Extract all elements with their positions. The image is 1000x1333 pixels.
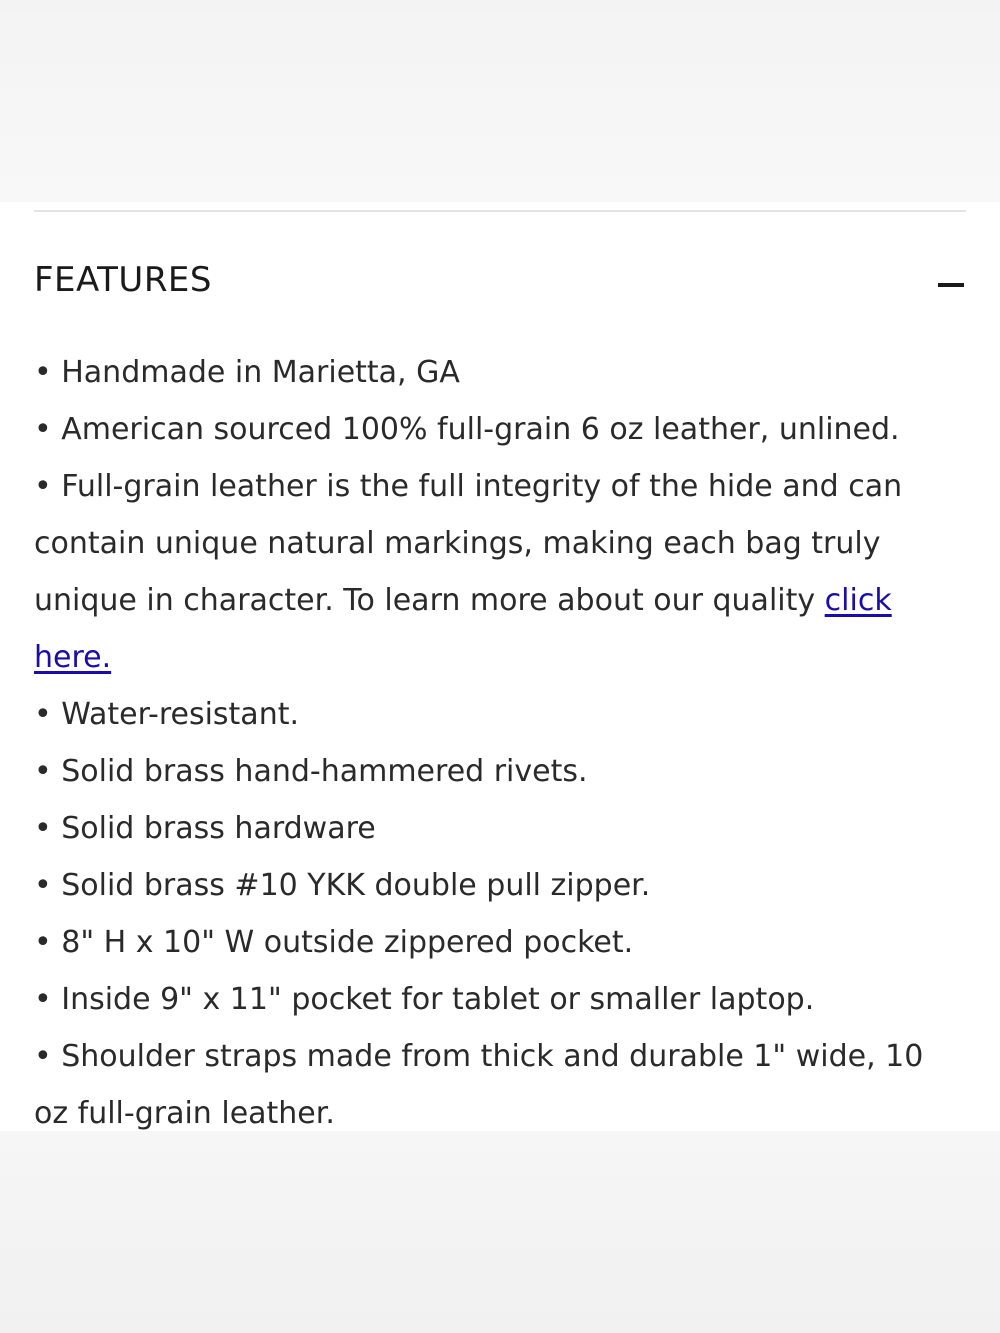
features-list — [34, 344, 934, 1142]
list-item: • Shoulder straps made from thick and durable 1" wide, 10 oz full-grain leather. — [34, 1039, 924, 1131]
list-item: • 8" H x 10" W outside zippered pocket. — [34, 925, 634, 960]
accordion-title: FEATURES — [34, 260, 213, 300]
features-panel — [0, 202, 1000, 1131]
minus-icon[interactable] — [938, 283, 964, 287]
list-item: • Handmade in Marietta, GA — [34, 355, 460, 390]
list-item: • Solid brass #10 YKK double pull zipper. — [34, 868, 651, 903]
list-item: • American sourced 100% full-grain 6 oz leather, unlined. — [34, 412, 900, 447]
list-item: • Water-resistant. — [34, 697, 300, 732]
list-item: • Solid brass hand-hammered rivets. — [34, 754, 588, 789]
quality-link[interactable]: click here. — [34, 583, 892, 675]
blurred-background-bottom — [0, 1131, 1000, 1333]
features-accordion-toggle[interactable] — [34, 252, 966, 308]
blurred-background-top — [0, 0, 1000, 202]
list-item: • Full-grain leather is the full integrity of the hide and can contain unique natural markings, making each bag truly unique in character. To learn more about our quality click here. — [34, 469, 903, 675]
list-item: • Solid brass hardware — [34, 811, 376, 846]
divider — [34, 210, 966, 212]
list-item: • Inside 9" x 11" pocket for tablet or smaller laptop. — [34, 982, 815, 1017]
